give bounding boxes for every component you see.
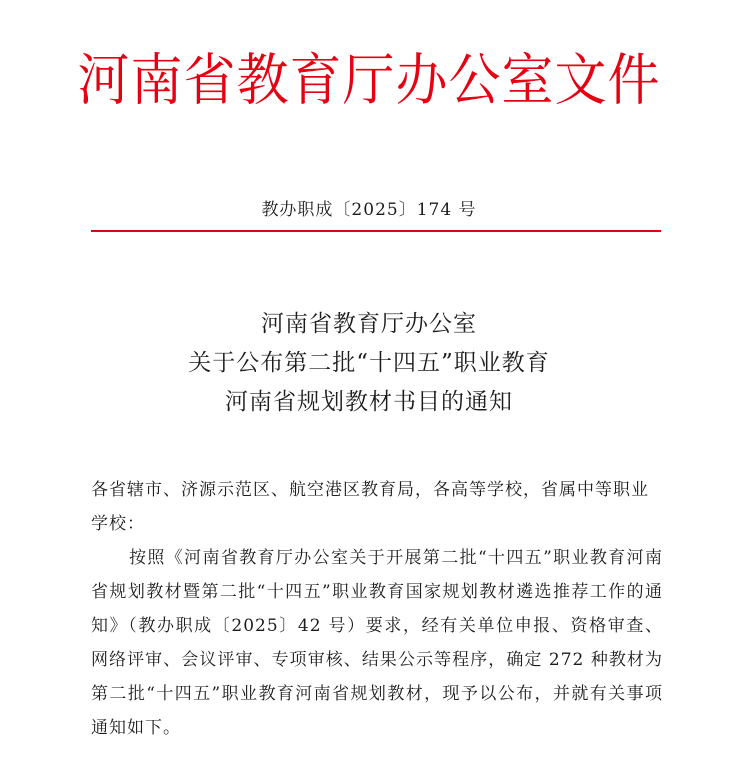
document-header-title: 河南省教育厅办公室文件: [77, 48, 661, 114]
notice-title-line-3: 河南省规划教材书目的通知: [225, 389, 513, 415]
body-paragraph-1: 按照《河南省教育厅办公室关于开展第二批“十四五”职业教育河南省规划教材暨第二批“十四五”职业教育国家规划教材遴选推荐工作的通知》（教办职成〔2025〕42 号）要求，经有关单位申报、资格审查、网络评审、会议评审、专项审核、结果公示等程序，确定 272 种教材为第二批“十四五”职业教育河南省规划教材，现予以公布，并就有关事项通知如下。: [91, 548, 663, 738]
notice-body: [91, 473, 663, 745]
header-divider-line: [91, 230, 661, 232]
notice-title-line-1: 河南省教育厅办公室: [261, 311, 477, 337]
document-number: 教办职成〔2025〕174 号: [261, 200, 477, 220]
notice-title-line-2: 关于公布第二批“十四五”职业教育: [188, 350, 550, 376]
notice-title: [0, 305, 738, 422]
salutation-paragraph: 各省辖市、济源示范区、航空港区教育局，各高等学校，省属中等职业学校：: [91, 480, 649, 534]
